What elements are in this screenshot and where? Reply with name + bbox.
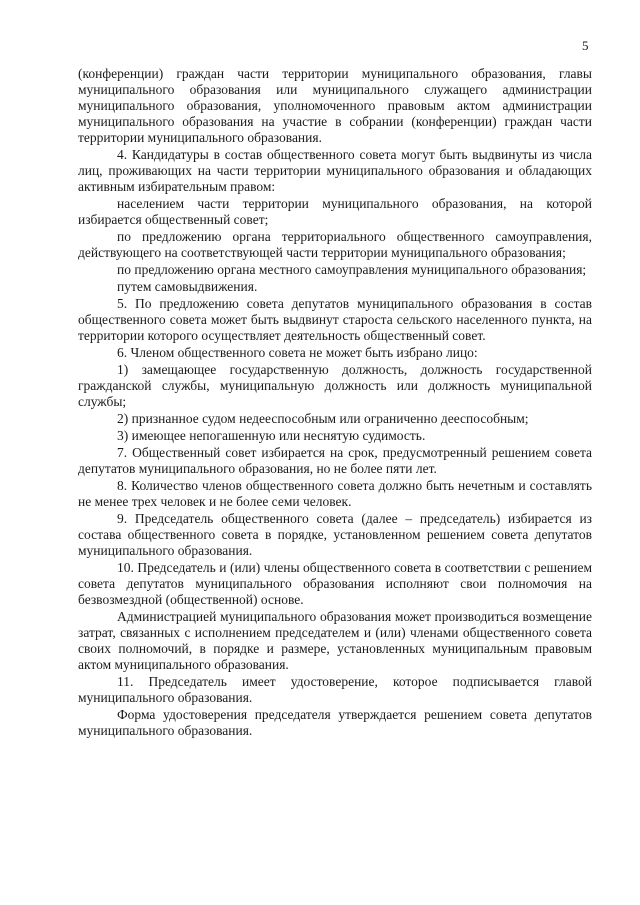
paragraph: 4. Кандидатуры в состав общественного совета могут быть выдвинуты из числа лиц, проживающих на части территории муниципального образования и обладающих активным избирательным правом:	[78, 147, 592, 194]
paragraph: 3) имеющее непогашенную или неснятую судимость.	[117, 428, 426, 443]
paragraph: путем самовыдвижения.	[117, 279, 258, 294]
document-body	[78, 66, 592, 740]
paragraph: населением части территории муниципального образования, на которой избирается общественный совет;	[78, 196, 592, 227]
page-number: 5	[582, 38, 589, 53]
paragraph: 5. По предложению совета депутатов муниципального образования в состав общественного совета может быть выдвинут староста сельского населенного пункта, на территории которого осуществляет деятельность общественный совет.	[78, 296, 592, 343]
paragraph: Форма удостоверения председателя утверждается решением совета депутатов муниципального образования.	[78, 707, 592, 738]
paragraph: по предложению органа местного самоуправления муниципального образования;	[117, 262, 587, 277]
paragraph: 6. Членом общественного совета не может быть избрано лицо:	[117, 345, 478, 360]
paragraph: (конференции) граждан части территории муниципального образования, главы муниципального образования или муниципального служащего администрации муниципального образования, уполномоченного правовым актом администрации муниципального образования на участие в собрании (конференции) граждан части территории муниципального образования.	[78, 66, 592, 145]
paragraph: 7. Общественный совет избирается на срок, предусмотренный решением совета депутатов муниципального образования, но не более пяти лет.	[78, 445, 592, 476]
paragraph: 1) замещающее государственную должность, должность государственной гражданской службы, муниципальную должность или должность муниципальной службы;	[78, 362, 592, 409]
paragraph: Администрацией муниципального образования может производиться возмещение затрат, связанных с исполнением председателем и (или) членами общественного совета своих полномочий, в порядке и размере, установленных муниципальным правовым актом муниципального образования.	[78, 609, 592, 672]
paragraph: 2) признанное судом недееспособным или ограниченно дееспособным;	[117, 411, 529, 426]
paragraph: 10. Председатель и (или) члены общественного совета в соответствии с решением совета депутатов муниципального образования исполняют свои полномочия на безвозмездной (общественной) основе.	[78, 560, 592, 607]
paragraph: по предложению органа территориального общественного самоуправления, действующего на соответствующей части территории муниципального образования;	[78, 229, 592, 260]
paragraph: 9. Председатель общественного совета (далее – председатель) избирается из состава общественного совета в порядке, установленном решением совета депутатов муниципального образования.	[78, 511, 592, 558]
paragraph: 11. Председатель имеет удостоверение, которое подписывается главой муниципального образования.	[78, 674, 592, 705]
paragraph: 8. Количество членов общественного совета должно быть нечетным и составлять не менее трех человек и не более семи человек.	[78, 478, 592, 509]
